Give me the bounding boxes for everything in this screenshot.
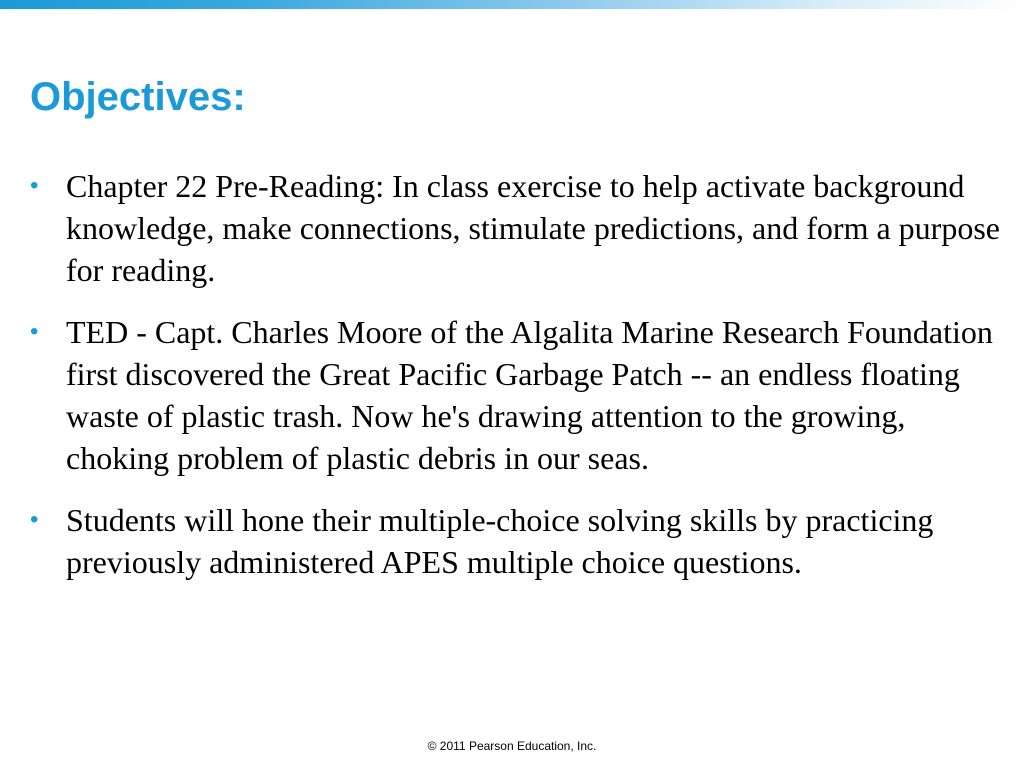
slide-title: Objectives:	[30, 75, 246, 119]
top-accent-bar	[0, 0, 1024, 9]
bullet-item	[30, 311, 1005, 479]
bullet-list	[30, 165, 1005, 603]
copyright-footer: © 2011 Pearson Education, Inc.	[427, 739, 597, 753]
bullet-text: Chapter 22 Pre-Reading: In class exercise to help activate background knowledge, make connections, stimulate predictions, and form a purpose for reading.	[66, 168, 1000, 288]
bullet-dot-icon: •	[30, 172, 39, 199]
bullet-dot-icon: •	[30, 506, 39, 533]
bullet-item	[30, 499, 1005, 583]
bullet-dot-icon: •	[30, 318, 39, 345]
bullet-item	[30, 165, 1005, 291]
bullet-text: Students will hone their multiple-choice solving skills by practicing previously administered APES multiple choice questions.	[66, 502, 934, 580]
bullet-text: TED - Capt. Charles Moore of the Algalita Marine Research Foundation first discovered the Great Pacific Garbage Patch -- an endless floating waste of plastic trash. Now he's drawing attention to the growing, choking problem of plastic debris in our seas.	[66, 314, 993, 476]
